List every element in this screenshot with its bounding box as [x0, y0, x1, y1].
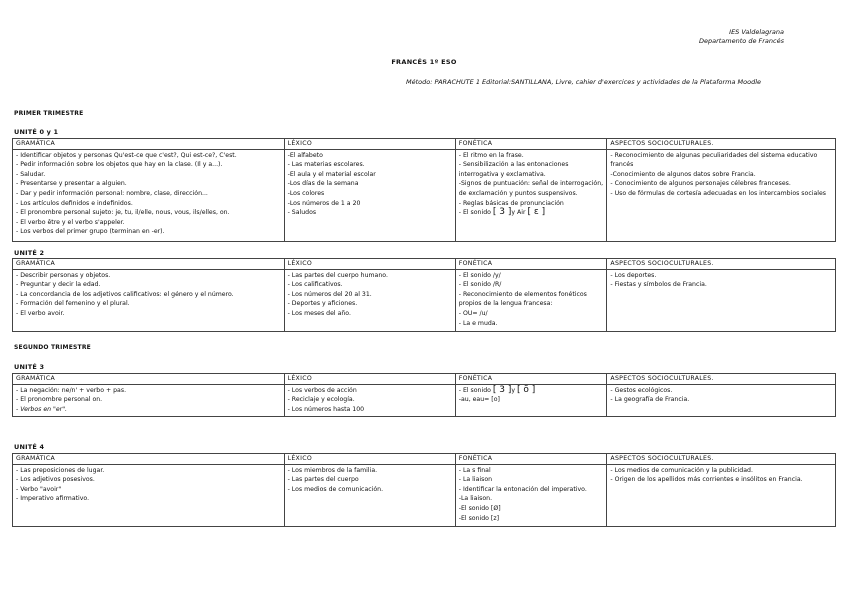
list-item: - Uso de fórmulas de cortesía adecuadas en los intercambios sociales [610, 189, 826, 197]
unit-table [12, 373, 836, 417]
unit-title: UNITÉ 0 y 1 [14, 128, 59, 136]
lexico-cell [284, 269, 455, 331]
method-line: Método: PARACHUTE 1 Editorial:SANTILLANA, Livre, cahier d'exercices y actividades de la Plataforma Moodle [406, 78, 762, 86]
socio-cell [607, 464, 836, 526]
list-item: - Los miembros de la familia. [287, 466, 378, 474]
list-item: - El sonido /y/ [458, 271, 501, 279]
list-item: - Las materias escolares. [287, 161, 365, 169]
unit-table [12, 258, 836, 332]
lexico-cell [284, 384, 455, 416]
socio-cell [607, 149, 836, 241]
school-name: IES Valdelagrana [729, 28, 784, 36]
list-item: - Gestos ecológicos. [610, 386, 673, 394]
list-item: - El pronombre personal on. [16, 396, 103, 404]
school-header [699, 28, 784, 46]
list-item: - La e muda. [458, 319, 498, 327]
unit-table [12, 138, 836, 242]
list-item: - Saludar. [16, 170, 46, 178]
list-item: - Verbos en "er". [16, 405, 68, 413]
unit-table [12, 453, 836, 527]
list-item: - Saludos [287, 209, 317, 217]
term-heading-1: PRIMER TRIMESTRE [14, 110, 84, 117]
list-item: - El pronombre personal sujeto: je, tu, il/elle, nous, vous, ils/elles, on. [16, 209, 230, 217]
list-item: - El sonido /R/ [458, 281, 502, 289]
column-header-socio: ASPECTOS SOCIOCULTURALES. [607, 374, 836, 385]
sound-item: - El sonido [ 3 ]y Air [ ɛ ] [458, 207, 546, 218]
list-item: - La geografía de Francia. [610, 396, 690, 404]
fonetica-cell [455, 269, 607, 331]
list-item: - Imperativo afirmativo. [16, 495, 90, 503]
phonetic-symbol: [ 3 ] [492, 384, 512, 395]
fonetica-cell [455, 384, 607, 416]
list-item: - Los medios de comunicación y la publicidad. [610, 466, 753, 474]
gramatica-cell [13, 269, 285, 331]
term-heading-2: SEGUNDO TRIMESTRE [14, 344, 91, 351]
phonetic-symbol: [ ɛ ] [527, 207, 546, 218]
list-item: - Las partes del cuerpo [287, 476, 359, 484]
list-item: - OU= /u/ [458, 309, 488, 317]
column-header-lexico: LÉXICO [284, 259, 455, 270]
list-item: - La concordancia de los adjetivos calificativos: el género y el número. [16, 290, 234, 298]
department-name: Departamento de Francés [698, 37, 784, 45]
list-item: -Los números de 1 a 20 [287, 199, 361, 207]
list-item: - Identificar objetos y personas Qu'est-ce que c'est?, Qui est-ce?, C'est. [16, 151, 237, 159]
phonetic-symbol: [ õ ] [517, 384, 536, 395]
unit-title: UNITÉ 2 [14, 249, 45, 257]
list-item: -au, eau= [o] [458, 396, 500, 404]
list-item: - Los números hasta 100 [287, 405, 365, 413]
column-header-lexico: LÉXICO [284, 139, 455, 150]
list-item: - Formación del femenino y el plural. [16, 300, 130, 308]
column-header-socio: ASPECTOS SOCIOCULTURALES. [607, 454, 836, 465]
list-item: -Signos de puntuación: señal de interrogación, de exclamación y puntos suspensivos. [458, 180, 604, 197]
list-item: - Presentarse y presentar a alguien. [16, 180, 127, 188]
list-item: - Los números del 20 al 31. [287, 290, 372, 298]
sound-item: - El sonido [ 3 ]y [ õ ] [458, 384, 536, 395]
list-item: - Los verbos del primer grupo (terminan en -er). [16, 228, 165, 236]
unit-title: UNITÉ 3 [14, 363, 45, 371]
list-item: - La s final [458, 466, 491, 474]
column-header-fonetica: FONÉTICA [455, 139, 607, 150]
list-item: -El aula y el material escolar [287, 170, 376, 178]
list-item: - Conocimiento de algunos personajes célebres franceses. [610, 180, 791, 188]
list-item: - Fiestas y símbolos de Francia. [610, 281, 707, 289]
list-item: - El verbo être y el verbo s'appeler. [16, 218, 125, 226]
list-item: - Los verbos de acción [287, 386, 357, 394]
list-item: - El ritmo en la frase. [458, 151, 524, 159]
list-item: - Deportes y aficiones. [287, 300, 358, 308]
list-item: -El sonido [z] [458, 514, 499, 522]
list-item: -La liaison. [458, 495, 493, 503]
document-title: FRANCÉS 1º ESO [391, 58, 457, 66]
list-item: - Los meses del año. [287, 309, 351, 317]
list-item: - Dar y pedir información personal: nombre, clase, dirección... [16, 189, 208, 197]
list-item: - Los adjetivos posesivos. [16, 476, 95, 484]
list-item: - Reciclaje y ecología. [287, 396, 355, 404]
list-item: - Origen de los apellidos más corrientes e insólitos en Francia. [610, 476, 803, 484]
list-item: -El sonido [Ø] [458, 504, 501, 512]
column-header-lexico: LÉXICO [284, 374, 455, 385]
list-item: - Describir personas y objetos. [16, 271, 111, 279]
column-header-fonetica: FONÉTICA [455, 454, 607, 465]
socio-cell [607, 269, 836, 331]
list-item: -Los colores [287, 189, 325, 197]
gramatica-cell [13, 464, 285, 526]
column-header-fonetica: FONÉTICA [455, 259, 607, 270]
column-header-fonetica: FONÉTICA [455, 374, 607, 385]
gramatica-cell [13, 384, 285, 416]
list-item: -Conocimiento de algunos datos sobre Francia. [610, 170, 756, 178]
list-item: - El verbo avoir. [16, 309, 65, 317]
list-item: - Reconocimiento de elementos fonéticos propios de la lengua francesa: [458, 290, 587, 308]
list-item: - Las preposiciones de lugar. [16, 466, 105, 474]
list-item: - Sensibilización a las entonaciones interrogativa y exclamativa. [458, 161, 569, 178]
fonetica-cell [455, 464, 607, 526]
list-item: -Los días de la semana [287, 180, 359, 188]
column-header-socio: ASPECTOS SOCIOCULTURALES. [607, 259, 836, 270]
column-header-gramatica: GRAMÁTICA [13, 259, 285, 270]
column-header-socio: ASPECTOS SOCIOCULTURALES. [607, 139, 836, 150]
column-header-gramatica: GRAMÁTICA [13, 374, 285, 385]
list-item: - Los medios de comunicación. [287, 485, 384, 493]
list-item: - Pedir información sobre los objetos que hay en la clase. (Il y a...). [16, 161, 223, 169]
list-item: - Identificar la entonación del imperativo. [458, 485, 587, 493]
list-item: - Verbo "avoir" [16, 485, 62, 493]
phonetic-symbol: [ 3 ] [492, 207, 512, 218]
lexico-cell [284, 149, 455, 241]
list-item: - Los calificativos. [287, 281, 343, 289]
list-item: - La liaison [458, 476, 493, 484]
list-item: - Reglas básicas de pronunciación [458, 199, 564, 207]
list-item: - Preguntar y decir la edad. [16, 281, 101, 289]
column-header-gramatica: GRAMÁTICA [13, 139, 285, 150]
list-item: - Reconocimiento de algunas peculiaridades del sistema educativo francés [610, 151, 818, 169]
list-item: - Los artículos definidos e indefinidos. [16, 199, 133, 207]
list-item: - Las partes del cuerpo humano. [287, 271, 388, 279]
column-header-gramatica: GRAMÁTICA [13, 454, 285, 465]
lexico-cell [284, 464, 455, 526]
column-header-lexico: LÉXICO [284, 454, 455, 465]
gramatica-cell [13, 149, 285, 241]
unit-title: UNITÉ 4 [14, 443, 45, 451]
socio-cell [607, 384, 836, 416]
list-item: - Los deportes. [610, 271, 657, 279]
list-item: -El alfabeto [287, 151, 323, 159]
fonetica-cell [455, 149, 607, 241]
list-item: - La negación: ne/n' + verbo + pas. [16, 386, 127, 394]
